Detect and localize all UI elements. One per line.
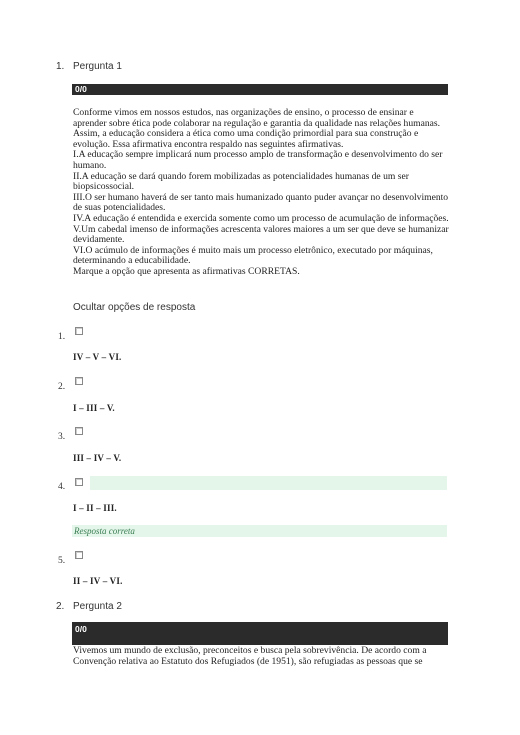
option-label[interactable]: III – IV – V. xyxy=(73,453,122,463)
score-value: 0/0 xyxy=(75,84,87,94)
statement-5: V.Um cabedal imenso de informações acrescenta valores maiores a um ser que deve se humanizar devidamente. xyxy=(73,223,449,246)
feedback-bar xyxy=(72,525,447,537)
question-number: 1. xyxy=(56,61,65,72)
option-checkbox[interactable] xyxy=(75,478,83,486)
option-label[interactable]: I – III – V. xyxy=(73,403,115,413)
option-checkbox[interactable] xyxy=(75,377,83,385)
statement-4: IV.A educação é entendida e exercida somente como um processo de acumulação de informações. xyxy=(73,212,449,224)
toggle-answer-options-link[interactable]: Ocultar opções de resposta xyxy=(73,302,196,313)
option-label[interactable]: I – II – III. xyxy=(73,503,117,513)
option-checkbox[interactable] xyxy=(75,327,83,335)
score-bar xyxy=(72,84,448,95)
statement-1: I.A educação sempre implicará num processo amplo de transformação e desenvolvimento do ser humano. xyxy=(73,149,443,171)
correct-answer-feedback: Resposta correta xyxy=(74,526,135,536)
option-label[interactable]: IV – V – VI. xyxy=(73,352,122,362)
question-paragraph: Vivemos um mundo de exclusão, preconceitos e busca pela sobrevivência. De acordo com a Convenção relativa ao Estatuto dos Refugiados (de 1951), são refugiadas as pessoas que se xyxy=(73,645,427,667)
statement-6: VI.O acúmulo de informações é muito mais um processo eletrônico, executado por máquinas, determinando a educabilidade. xyxy=(73,244,433,267)
statement-3: III.O ser humano haverá de ser tanto mais humanizado quanto puder avançar no desenvolvimento de suas potencialidades. xyxy=(73,191,449,214)
score-value: 0/0 xyxy=(75,624,87,634)
option-number: 4. xyxy=(58,482,66,492)
option-number: 5. xyxy=(58,556,66,566)
option-number: 1. xyxy=(58,332,66,342)
question-title: Pergunta 1 xyxy=(73,61,122,72)
question-instruction: Marque a opção que apresenta as afirmativas CORRETAS. xyxy=(73,265,300,277)
question-body xyxy=(73,646,449,667)
question-title: Pergunta 2 xyxy=(73,601,122,612)
option-label[interactable]: II – IV – VI. xyxy=(73,576,123,586)
option-number: 2. xyxy=(58,382,66,392)
option-checkbox[interactable] xyxy=(75,427,83,435)
question-body xyxy=(73,108,449,278)
question-paragraph: Conforme vimos em nossos estudos, nas organizações de ensino, o processo de ensinar e aprender sobre ética pode colaborar na regulação e garantia da qualidade nas relações humanas. Assim, a educação considera a ética como uma condição primordial para sua construção e evolução. Essa afirmativa encontra respaldo nas seguintes afirmativas. xyxy=(73,107,441,150)
question-number: 2. xyxy=(56,601,65,612)
correct-option-highlight xyxy=(90,476,447,490)
statement-2: II.A educação se dará quando forem mobilizadas as potencialidades humanas de um ser biopsicossocial. xyxy=(73,170,409,193)
option-number: 3. xyxy=(58,432,66,442)
option-checkbox[interactable] xyxy=(75,551,83,559)
score-bar xyxy=(72,622,448,645)
